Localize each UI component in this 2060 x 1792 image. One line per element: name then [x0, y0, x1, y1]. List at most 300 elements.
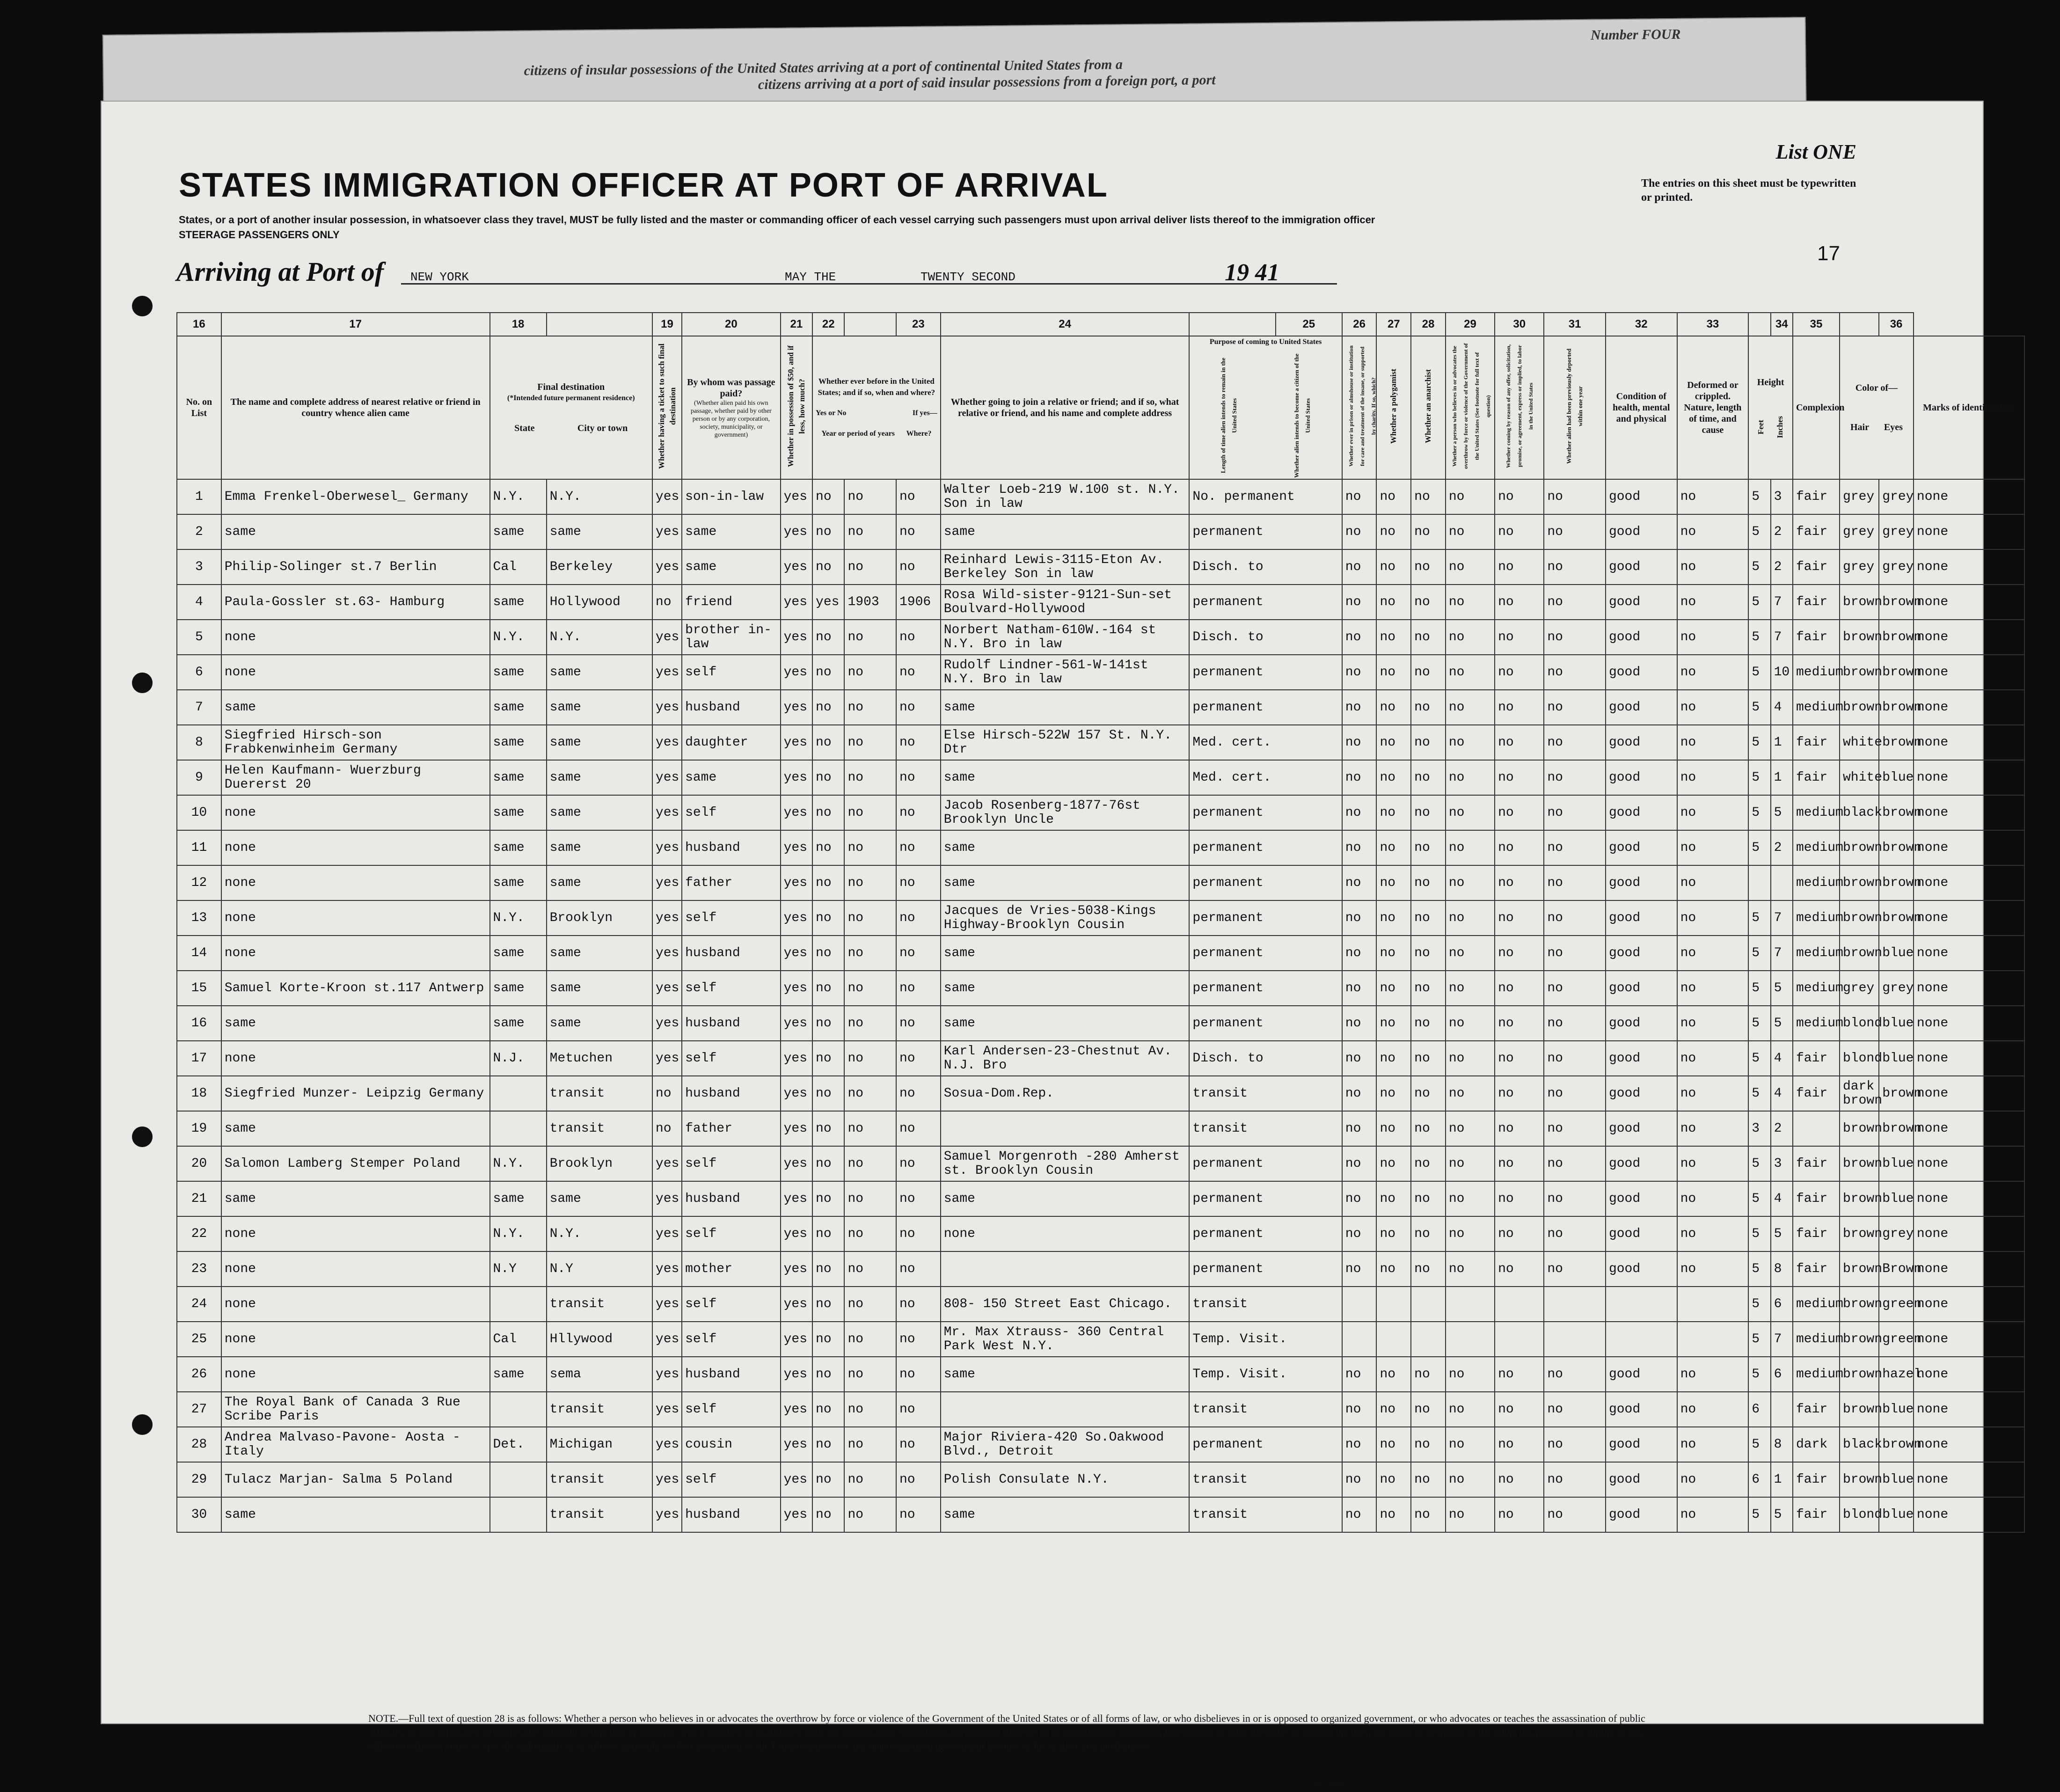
col27-cell: no: [1411, 655, 1446, 690]
typewritten-note: The entries on this sheet must be typewritten or printed.: [1641, 177, 1856, 204]
col29-cell: no: [1495, 1146, 1544, 1181]
inches-cell: 2: [1771, 514, 1793, 549]
purpose-cell: permanent: [1189, 1146, 1342, 1181]
health-cell: [1606, 1287, 1677, 1322]
purpose-cell: permanent: [1189, 865, 1342, 900]
col25-cell: no: [1342, 1392, 1377, 1427]
ticket-cell: yes: [652, 1146, 682, 1181]
col27-cell: no: [1411, 900, 1446, 936]
ticket-cell: yes: [652, 830, 682, 865]
col30-cell: no: [1544, 795, 1606, 830]
column-number-row: [177, 313, 2024, 336]
col25-cell: [1342, 1322, 1377, 1357]
complexion-cell: fair: [1793, 1181, 1840, 1216]
city-cell: same: [547, 655, 652, 690]
paid-by-cell: self: [682, 1287, 781, 1322]
before-cell: no: [812, 1181, 844, 1216]
hair-cell: brown: [1840, 1322, 1879, 1357]
money-cell: yes: [781, 1497, 812, 1532]
deformed-cell: no: [1677, 1181, 1749, 1216]
before-cell: no: [812, 900, 844, 936]
joining-cell: Jacques de Vries-5038-Kings Highway-Brooklyn Cousin: [941, 900, 1190, 936]
before-cell: no: [812, 1357, 844, 1392]
row-number: 2: [177, 514, 221, 549]
where-cell: no: [896, 655, 941, 690]
header-contract: [1495, 336, 1544, 479]
col27-cell: no: [1411, 971, 1446, 1006]
col29-cell: no: [1495, 900, 1544, 936]
where-cell: no: [896, 725, 941, 760]
col29-cell: no: [1495, 1111, 1544, 1146]
col28-cell: no: [1446, 549, 1495, 585]
where-cell: no: [896, 1216, 941, 1251]
col27-cell: no: [1411, 1392, 1446, 1427]
col27-cell: no: [1411, 620, 1446, 655]
column-number: 35: [1793, 313, 1840, 336]
ticket-cell: no: [652, 585, 682, 620]
state-cell: N.J.: [490, 1041, 547, 1076]
col27-cell: no: [1411, 760, 1446, 795]
joining-cell: Polish Consulate N.Y.: [941, 1462, 1190, 1497]
before-cell: no: [812, 725, 844, 760]
col25-cell: no: [1342, 1111, 1377, 1146]
joining-cell: Norbert Natham-610W.-164 st N.Y. Bro in law: [941, 620, 1190, 655]
year-cell: no: [844, 865, 896, 900]
col27-cell: no: [1411, 1041, 1446, 1076]
paid-by-cell: self: [682, 1392, 781, 1427]
col25-cell: no: [1342, 1427, 1377, 1462]
col27-cell: no: [1411, 549, 1446, 585]
purpose-cell: transit: [1189, 1287, 1342, 1322]
deformed-cell: no: [1677, 795, 1749, 830]
col28-cell: no: [1446, 1427, 1495, 1462]
header-overthrow-text: Whether a person who believes in or advocates the overthrow by force or violence of the Government of the United States (See footnote for full text of question): [1451, 343, 1491, 469]
purpose-cell: permanent: [1189, 971, 1342, 1006]
health-cell: good: [1606, 1427, 1677, 1462]
joining-cell: Major Riviera-420 So.Oakwood Blvd., Detroit: [941, 1427, 1190, 1462]
state-cell: same: [490, 690, 547, 725]
col30-cell: no: [1544, 585, 1606, 620]
col28-cell: no: [1446, 1181, 1495, 1216]
complexion-cell: medium: [1793, 1322, 1840, 1357]
year-cell: no: [844, 1076, 896, 1111]
relative-cell: Andrea Malvaso-Pavone- Aosta - Italy: [221, 1427, 490, 1462]
complexion-cell: fair: [1793, 1146, 1840, 1181]
inches-cell: 5: [1771, 1006, 1793, 1041]
col27-cell: no: [1411, 1146, 1446, 1181]
table-row: [177, 1462, 2024, 1497]
state-cell: same: [490, 971, 547, 1006]
complexion-cell: fair: [1793, 1251, 1840, 1287]
where-cell: no: [896, 900, 941, 936]
complexion-cell: fair: [1793, 725, 1840, 760]
eyes-cell: brown: [1879, 865, 1914, 900]
col30-cell: no: [1544, 1146, 1606, 1181]
purpose-cell: Disch. to: [1189, 549, 1342, 585]
hair-cell: blond: [1840, 1041, 1879, 1076]
money-cell: yes: [781, 1392, 812, 1427]
state-cell: [490, 1287, 547, 1322]
before-cell: no: [812, 971, 844, 1006]
eyes-cell: brown: [1879, 830, 1914, 865]
deformed-cell: no: [1677, 620, 1749, 655]
col25-cell: no: [1342, 1181, 1377, 1216]
col25-cell: no: [1342, 1462, 1377, 1497]
paid-by-cell: husband: [682, 1076, 781, 1111]
relative-cell: The Royal Bank of Canada 3 Rue Scribe Paris: [221, 1392, 490, 1427]
column-number: [547, 313, 652, 336]
deformed-cell: no: [1677, 1357, 1749, 1392]
eyes-cell: brown: [1879, 1111, 1914, 1146]
relative-cell: none: [221, 936, 490, 971]
row-number: 9: [177, 760, 221, 795]
city-cell: transit: [547, 1287, 652, 1322]
complexion-cell: fair: [1793, 1216, 1840, 1251]
col29-cell: no: [1495, 795, 1544, 830]
city-cell: Hllywood: [547, 1322, 652, 1357]
health-cell: good: [1606, 795, 1677, 830]
binder-hole: [132, 1126, 153, 1147]
col25-cell: no: [1342, 865, 1377, 900]
header-polygamist-text: Whether a polygamist: [1389, 368, 1398, 444]
money-cell: yes: [781, 1357, 812, 1392]
hair-cell: brown: [1840, 620, 1879, 655]
hair-cell: brown: [1840, 1216, 1879, 1251]
deformed-cell: no: [1677, 1006, 1749, 1041]
column-number: 23: [896, 313, 941, 336]
relative-cell: none: [221, 1216, 490, 1251]
joining-cell: same: [941, 1357, 1190, 1392]
before-cell: no: [812, 479, 844, 514]
year-cell: no: [844, 971, 896, 1006]
table-row: [177, 1111, 2024, 1146]
complexion-cell: medium: [1793, 655, 1840, 690]
header-purpose-title: Purpose of coming to United States: [1209, 338, 1322, 346]
ticket-cell: yes: [652, 1392, 682, 1427]
before-cell: no: [812, 795, 844, 830]
relative-cell: none: [221, 620, 490, 655]
before-cell: no: [812, 1427, 844, 1462]
marks-cell: none: [1914, 1006, 2024, 1041]
city-cell: same: [547, 1006, 652, 1041]
column-number: 22: [812, 313, 844, 336]
before-cell: no: [812, 1076, 844, 1111]
money-cell: yes: [781, 1076, 812, 1111]
year-cell: 1903: [844, 585, 896, 620]
header-length-of-stay: Length of time alien intends to remain in the United States: [1220, 358, 1238, 474]
col26-cell: no: [1376, 690, 1411, 725]
col29-cell: no: [1495, 690, 1544, 725]
header-overthrow: [1446, 336, 1495, 479]
col30-cell: no: [1544, 1181, 1606, 1216]
col27-cell: no: [1411, 1251, 1446, 1287]
hair-cell: brown: [1840, 1111, 1879, 1146]
header-passage: [682, 336, 781, 479]
relative-cell: none: [221, 865, 490, 900]
deformed-cell: no: [1677, 900, 1749, 936]
marks-cell: none: [1914, 1216, 2024, 1251]
state-cell: N.Y: [490, 1251, 547, 1287]
hair-cell: brown: [1840, 1287, 1879, 1322]
ticket-cell: yes: [652, 690, 682, 725]
col30-cell: no: [1544, 655, 1606, 690]
money-cell: yes: [781, 830, 812, 865]
purpose-cell: transit: [1189, 1076, 1342, 1111]
header-if-yes: If yes—: [912, 409, 937, 417]
health-cell: good: [1606, 725, 1677, 760]
joining-cell: same: [941, 690, 1190, 725]
col29-cell: no: [1495, 1357, 1544, 1392]
feet-cell: 5: [1748, 795, 1770, 830]
col25-cell: no: [1342, 690, 1377, 725]
year-cell: no: [844, 514, 896, 549]
ticket-cell: yes: [652, 865, 682, 900]
marks-cell: none: [1914, 971, 2024, 1006]
col26-cell: no: [1376, 549, 1411, 585]
year-cell: no: [844, 1322, 896, 1357]
health-cell: good: [1606, 760, 1677, 795]
before-cell: no: [812, 1111, 844, 1146]
header-before-title: Whether ever before in the United States; and if so, when and where?: [818, 377, 935, 397]
money-cell: yes: [781, 760, 812, 795]
where-cell: no: [896, 865, 941, 900]
paid-by-cell: self: [682, 1462, 781, 1497]
where-cell: no: [896, 795, 941, 830]
column-number: 20: [682, 313, 781, 336]
header-hair: Hair: [1850, 422, 1869, 432]
marks-cell: none: [1914, 1462, 2024, 1497]
paid-by-cell: same: [682, 514, 781, 549]
state-cell: N.Y.: [490, 479, 547, 514]
table-row: [177, 549, 2024, 585]
col26-cell: no: [1376, 900, 1411, 936]
header-state: State: [514, 423, 535, 433]
feet-cell: 5: [1748, 1006, 1770, 1041]
ticket-cell: yes: [652, 655, 682, 690]
inches-cell: 7: [1771, 900, 1793, 936]
purpose-cell: permanent: [1189, 936, 1342, 971]
header-eyes: Eyes: [1884, 422, 1903, 432]
deformed-cell: [1677, 1287, 1749, 1322]
arrival-year: 19 41: [1225, 259, 1279, 286]
relative-cell: same: [221, 1497, 490, 1532]
header-year-period: Year or period of years: [821, 430, 895, 438]
hair-cell: brown: [1840, 1181, 1879, 1216]
relative-cell: Helen Kaufmann- Wuerzburg Duererst 20: [221, 760, 490, 795]
where-cell: no: [896, 479, 941, 514]
joining-cell: Mr. Max Xtrauss- 360 Central Park West N.Y.: [941, 1322, 1190, 1357]
col27-cell: no: [1411, 690, 1446, 725]
complexion-cell: medium: [1793, 1287, 1840, 1322]
row-number: 11: [177, 830, 221, 865]
inches-cell: 5: [1771, 1497, 1793, 1532]
city-cell: Michigan: [547, 1427, 652, 1462]
purpose-cell: permanent: [1189, 585, 1342, 620]
col26-cell: no: [1376, 479, 1411, 514]
paid-by-cell: daughter: [682, 725, 781, 760]
header-color-of-title: Color of—: [1855, 383, 1898, 393]
ticket-cell: yes: [652, 1251, 682, 1287]
health-cell: good: [1606, 620, 1677, 655]
eyes-cell: brown: [1879, 620, 1914, 655]
manifest-table: [176, 312, 2025, 1533]
header-prison: [1342, 336, 1377, 479]
money-cell: yes: [781, 1181, 812, 1216]
col28-cell: no: [1446, 1497, 1495, 1532]
page-title: STATES IMMIGRATION OFFICER AT PORT OF ARRIVAL: [179, 167, 1108, 204]
paid-by-cell: husband: [682, 830, 781, 865]
steerage-label: STEERAGE PASSENGERS ONLY: [179, 229, 340, 241]
col25-cell: no: [1342, 514, 1377, 549]
purpose-cell: permanent: [1189, 514, 1342, 549]
complexion-cell: fair: [1793, 585, 1840, 620]
col28-cell: no: [1446, 1041, 1495, 1076]
col27-cell: no: [1411, 1357, 1446, 1392]
col30-cell: no: [1544, 1041, 1606, 1076]
marks-cell: none: [1914, 1076, 2024, 1111]
col28-cell: no: [1446, 1357, 1495, 1392]
money-cell: yes: [781, 795, 812, 830]
year-cell: no: [844, 1111, 896, 1146]
city-cell: same: [547, 1181, 652, 1216]
year-cell: no: [844, 760, 896, 795]
col30-cell: no: [1544, 690, 1606, 725]
col30-cell: [1544, 1322, 1606, 1357]
row-number: 18: [177, 1076, 221, 1111]
row-number: 15: [177, 971, 221, 1006]
feet-cell: 5: [1748, 725, 1770, 760]
joining-cell: Rosa Wild-sister-9121-Sun-set Boulvard-Hollywood: [941, 585, 1190, 620]
feet-cell: 5: [1748, 620, 1770, 655]
table-row: [177, 1392, 2024, 1427]
col29-cell: no: [1495, 479, 1544, 514]
complexion-cell: fair: [1793, 760, 1840, 795]
before-cell: yes: [812, 585, 844, 620]
money-cell: yes: [781, 585, 812, 620]
purpose-cell: permanent: [1189, 1251, 1342, 1287]
col30-cell: no: [1544, 1462, 1606, 1497]
state-cell: same: [490, 760, 547, 795]
health-cell: good: [1606, 1357, 1677, 1392]
marks-cell: none: [1914, 514, 2024, 549]
relative-cell: Samuel Korte-Kroon st.117 Antwerp: [221, 971, 490, 1006]
where-cell: no: [896, 690, 941, 725]
relative-cell: Paula-Gossler st.63- Hamburg: [221, 585, 490, 620]
col26-cell: no: [1376, 725, 1411, 760]
year-cell: no: [844, 479, 896, 514]
ticket-cell: yes: [652, 760, 682, 795]
money-cell: yes: [781, 690, 812, 725]
paid-by-cell: husband: [682, 936, 781, 971]
table-row: [177, 620, 2024, 655]
marks-cell: none: [1914, 1287, 2024, 1322]
feet-cell: 5: [1748, 1251, 1770, 1287]
inches-cell: 1: [1771, 725, 1793, 760]
col26-cell: no: [1376, 1111, 1411, 1146]
complexion-cell: fair: [1793, 514, 1840, 549]
money-cell: yes: [781, 620, 812, 655]
inches-cell: 7: [1771, 585, 1793, 620]
column-number: 19: [652, 313, 682, 336]
feet-cell: 5: [1748, 1146, 1770, 1181]
deformed-cell: no: [1677, 1111, 1749, 1146]
header-joining: Whether going to join a relative or friend; and if so, what relative or friend, and his name and complete address: [941, 336, 1190, 479]
eyes-cell: blue: [1879, 1392, 1914, 1427]
joining-cell: same: [941, 936, 1190, 971]
row-number: 30: [177, 1497, 221, 1532]
marks-cell: none: [1914, 585, 2024, 620]
col27-cell: no: [1411, 1076, 1446, 1111]
col30-cell: no: [1544, 830, 1606, 865]
paid-by-cell: father: [682, 865, 781, 900]
header-passage-note: (Whether alien paid his own passage, whether paid by other person or by any corporation, society, municipality, or government): [690, 399, 772, 439]
deformed-cell: no: [1677, 865, 1749, 900]
where-cell: no: [896, 1497, 941, 1532]
table-row: [177, 585, 2024, 620]
row-number: 12: [177, 865, 221, 900]
col26-cell: no: [1376, 1427, 1411, 1462]
col27-cell: no: [1411, 830, 1446, 865]
state-cell: Det.: [490, 1427, 547, 1462]
city-cell: transit: [547, 1392, 652, 1427]
header-anarchist-text: Whether an anarchist: [1423, 369, 1432, 444]
col28-cell: no: [1446, 690, 1495, 725]
inches-cell: 2: [1771, 1111, 1793, 1146]
col30-cell: no: [1544, 1251, 1606, 1287]
inches-cell: 1: [1771, 1462, 1793, 1497]
col30-cell: no: [1544, 760, 1606, 795]
year-cell: no: [844, 549, 896, 585]
col30-cell: no: [1544, 971, 1606, 1006]
col29-cell: no: [1495, 760, 1544, 795]
joining-cell: Jacob Rosenberg-1877-76st Brooklyn Uncle: [941, 795, 1190, 830]
before-cell: no: [812, 1041, 844, 1076]
state-cell: same: [490, 865, 547, 900]
state-cell: same: [490, 514, 547, 549]
purpose-cell: permanent: [1189, 1006, 1342, 1041]
relative-cell: Salomon Lamberg Stemper Poland: [221, 1146, 490, 1181]
feet-cell: 5: [1748, 549, 1770, 585]
purpose-cell: Med. cert.: [1189, 760, 1342, 795]
year-cell: no: [844, 1357, 896, 1392]
eyes-cell: brown: [1879, 1076, 1914, 1111]
inches-cell: 6: [1771, 1287, 1793, 1322]
hair-cell: brown: [1840, 865, 1879, 900]
state-cell: same: [490, 1181, 547, 1216]
where-cell: no: [896, 1251, 941, 1287]
health-cell: good: [1606, 1076, 1677, 1111]
feet-cell: 5: [1748, 1497, 1770, 1532]
table-row: [177, 690, 2024, 725]
col27-cell: no: [1411, 585, 1446, 620]
header-purpose: [1189, 336, 1342, 479]
header-marks: Marks of identification: [1914, 336, 2024, 479]
joining-cell: [941, 1251, 1190, 1287]
col25-cell: no: [1342, 830, 1377, 865]
money-cell: yes: [781, 1146, 812, 1181]
col28-cell: no: [1446, 585, 1495, 620]
hair-cell: brown: [1840, 1146, 1879, 1181]
col27-cell: no: [1411, 514, 1446, 549]
city-cell: sema: [547, 1357, 652, 1392]
city-cell: same: [547, 725, 652, 760]
relative-cell: Philip-Solinger st.7 Berlin: [221, 549, 490, 585]
joining-cell: same: [941, 1181, 1190, 1216]
header-city: City or town: [577, 423, 628, 433]
col30-cell: no: [1544, 620, 1606, 655]
col25-cell: no: [1342, 1006, 1377, 1041]
state-cell: N.Y.: [490, 900, 547, 936]
